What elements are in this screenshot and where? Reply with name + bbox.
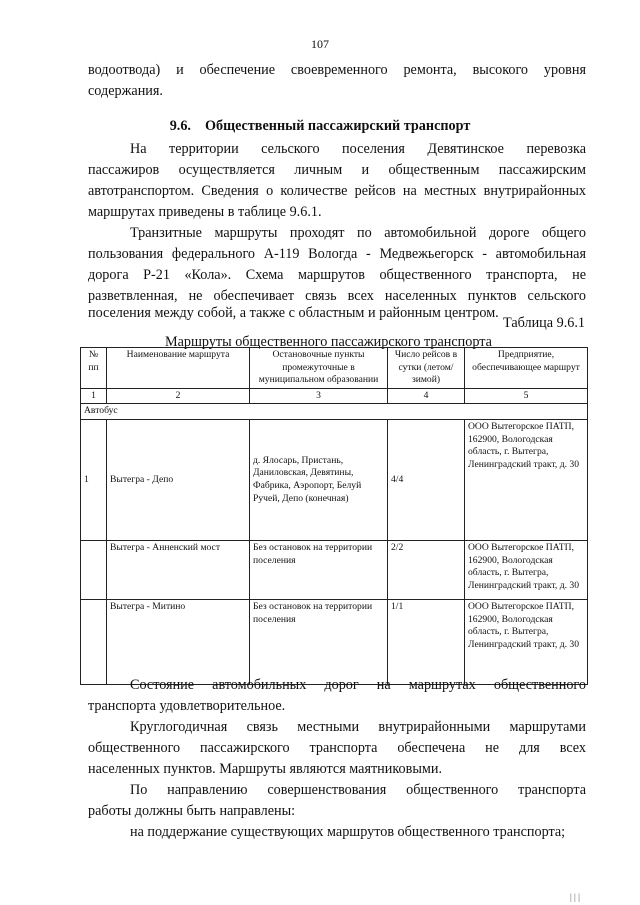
column-number: 4	[388, 388, 465, 404]
group-label: Автобус	[81, 404, 588, 420]
paragraph-line: поселения между собой, а также с областным и районным центром.	[88, 305, 499, 321]
column-number: 1	[81, 388, 107, 404]
paragraph-line: Круглогодичная связь местными внутрирайонными маршрутами	[130, 719, 586, 735]
table-title: Маршруты общественного пассажирского транспорта	[165, 334, 492, 350]
route-stops: д. Ялосарь, Пристань, Даниловская, Девятины, Фабрика, Аэропорт, Белуй Ручей, Депо (конечная)	[250, 419, 388, 540]
table-row	[81, 419, 588, 540]
paragraph-line: работы должны быть направлены:	[88, 803, 296, 819]
section-number: 9.6.	[169, 118, 191, 134]
header-cell: Остановочные пункты промежуточные в муниципальном образовании	[250, 348, 388, 389]
page-number: 107	[311, 37, 329, 51]
route-trips: 1/1	[388, 599, 465, 684]
row-number	[81, 599, 107, 684]
paragraph-line: содержания.	[88, 83, 163, 99]
row-number	[81, 540, 107, 599]
paragraph-line: Транзитные маршруты проходят по автомобильной дороге общего	[130, 225, 586, 241]
paragraph-line: разветвленная, не обеспечивает связь всех населенных пунктов сельского	[88, 288, 586, 304]
header-cell: Наименование маршрута	[107, 348, 250, 389]
section-title: Общественный пассажирский транспорт	[204, 118, 471, 134]
paragraph-line: на поддержание существующих маршрутов общественного транспорта;	[130, 824, 566, 840]
paragraph-line: автотранспортом. Сведения о количестве рейсов на местных внутрирайонных	[88, 183, 586, 199]
table-row	[81, 540, 588, 599]
paragraph-line: транспорта удовлетворительное.	[88, 698, 286, 714]
column-number-row	[81, 388, 588, 404]
table-header-row	[81, 348, 588, 389]
paragraph-line: дорога Р-21 «Кола». Схема маршрутов общественного транспорта, не	[88, 267, 586, 283]
column-number: 2	[107, 388, 250, 404]
paragraph-line: водоотвода) и обеспечение своевременного ремонта, высокого уровня	[88, 62, 586, 78]
group-row	[81, 404, 588, 420]
route-trips: 4/4	[388, 419, 465, 540]
route-name: Вытегра - Митино	[107, 599, 250, 684]
paragraph-line: населенных пунктов. Маршруты являются маятниковыми.	[88, 761, 442, 777]
table-row	[81, 599, 588, 684]
header-cell: № пп	[81, 348, 107, 389]
paragraph-line: маршрутах приведены в таблице 9.6.1.	[88, 204, 322, 220]
header-cell: Число рейсов в сутки (летом/зимой)	[388, 348, 465, 389]
route-trips: 2/2	[388, 540, 465, 599]
route-name: Вытегра - Анненский мост	[107, 540, 250, 599]
route-company: ООО Вытегорское ПАТП, 162900, Вологодская область, г. Вытегра, Ленинградский тракт, д. 30	[465, 540, 588, 599]
paragraph-line: пассажиров осуществляется личным и общественным пассажирским	[88, 162, 586, 178]
table-label: Таблица 9.6.1	[503, 315, 585, 331]
header-cell: Предприятие, обеспечивающее маршрут	[465, 348, 588, 389]
route-stops: Без остановок на территории поселения	[250, 599, 388, 684]
paragraph-line: пользования федерального А-119 Вологда - Медвежьегорск - автомобильная	[88, 246, 586, 262]
paragraph-line: Состояние автомобильных дорог на маршрутах общественного	[130, 677, 586, 693]
paragraph-line: общественного пассажирского транспорта обеспечена не для всех	[88, 740, 586, 756]
corner-mark: | | |	[570, 892, 580, 902]
column-number: 3	[250, 388, 388, 404]
paragraph-line: По направлению совершенствования общественного транспорта	[130, 782, 586, 798]
route-company: ООО Вытегорское ПАТП, 162900, Вологодская область, г. Вытегра, Ленинградский тракт, д. 30	[465, 419, 588, 540]
paragraph-line: На территории сельского поселения Девятинское перевозка	[130, 141, 586, 157]
route-company: ООО Вытегорское ПАТП, 162900, Вологодская область, г. Вытегра, Ленинградский тракт, д. 30	[465, 599, 588, 684]
section-heading	[0, 118, 640, 135]
route-name: Вытегра - Депо	[107, 419, 250, 540]
route-stops: Без остановок на территории поселения	[250, 540, 388, 599]
routes-table	[80, 347, 588, 685]
column-number: 5	[465, 388, 588, 404]
row-number: 1	[81, 419, 107, 540]
